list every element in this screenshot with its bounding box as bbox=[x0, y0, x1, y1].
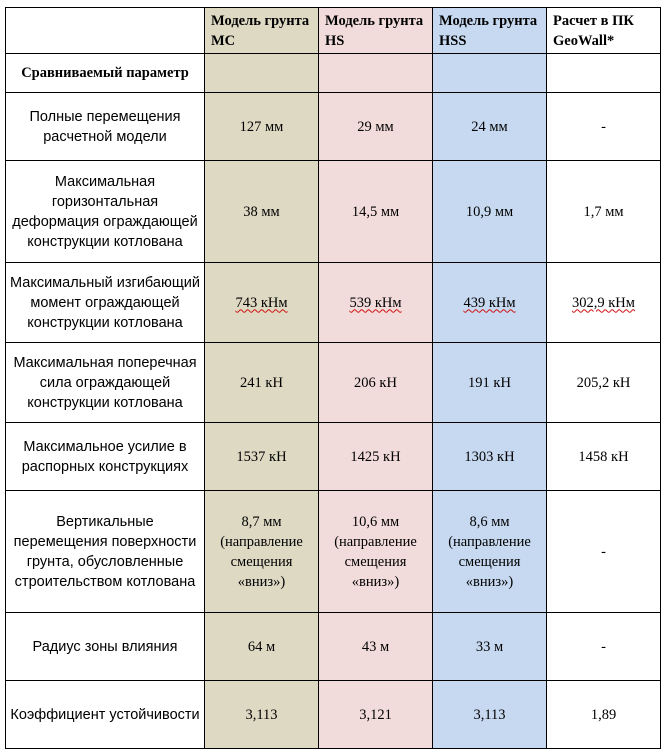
param-cell: Максимальное усилие в распорных конструкциях bbox=[6, 423, 205, 491]
value-geowall: - bbox=[547, 491, 661, 613]
table-row bbox=[6, 491, 661, 613]
value-geowall: 205,2 кН bbox=[547, 343, 661, 423]
header-hs: Модель грунта HS bbox=[319, 8, 433, 54]
value-text: 439 кНм bbox=[463, 294, 516, 311]
value-hs: 3,121 bbox=[319, 681, 433, 749]
value-geowall: 1,89 bbox=[547, 681, 661, 749]
param-cell: Максимальная горизонтальная деформация ограждающей конструкции котлована bbox=[6, 161, 205, 263]
value-text: 302,9 кНм bbox=[572, 294, 635, 311]
value-hss: 10,9 мм bbox=[433, 161, 547, 263]
value-mc: 38 мм bbox=[205, 161, 319, 263]
empty-cell-hs bbox=[319, 54, 433, 93]
header-geowall: Расчет в ПК GeoWall* bbox=[547, 8, 661, 54]
value-hs: 1425 кН bbox=[319, 423, 433, 491]
param-cell: Вертикальные перемещения поверхности грунта, обусловленные строительством котлована bbox=[6, 491, 205, 613]
value-hss: 1303 кН bbox=[433, 423, 547, 491]
value-hs: 43 м bbox=[319, 613, 433, 681]
value-hs: 29 мм bbox=[319, 93, 433, 161]
table-row bbox=[6, 161, 661, 263]
value-hss: 191 кН bbox=[433, 343, 547, 423]
empty-cell-geowall bbox=[547, 54, 661, 93]
value-mc: 127 мм bbox=[205, 93, 319, 161]
table-row bbox=[6, 343, 661, 423]
param-header: Сравниваемый параметр bbox=[6, 54, 205, 93]
param-cell: Максимальная поперечная сила ограждающей конструкции котлована bbox=[6, 343, 205, 423]
table-row bbox=[6, 263, 661, 343]
table-row bbox=[6, 681, 661, 749]
value-mc: 1537 кН bbox=[205, 423, 319, 491]
value-mc: 8,7 мм (направление смещения «вниз») bbox=[205, 491, 319, 613]
header-mc: Модель грунта МС bbox=[205, 8, 319, 54]
param-cell: Радиус зоны влияния bbox=[6, 613, 205, 681]
table-row bbox=[6, 613, 661, 681]
value-hss: 3,113 bbox=[433, 681, 547, 749]
value-hs: 206 кН bbox=[319, 343, 433, 423]
empty-cell-hss bbox=[433, 54, 547, 93]
value-mc: 64 м bbox=[205, 613, 319, 681]
value-geowall: - bbox=[547, 613, 661, 681]
value-geowall bbox=[547, 263, 661, 343]
value-text: 539 кНм bbox=[349, 294, 402, 311]
param-cell: Максимальный изгибающий момент ограждающей конструкции котлована bbox=[6, 263, 205, 343]
table-row bbox=[6, 93, 661, 161]
value-hs: 10,6 мм (направление смещения «вниз») bbox=[319, 491, 433, 613]
table-row bbox=[6, 423, 661, 491]
value-hss: 33 м bbox=[433, 613, 547, 681]
value-mc: 241 кН bbox=[205, 343, 319, 423]
header-row bbox=[6, 8, 661, 54]
value-hss: 24 мм bbox=[433, 93, 547, 161]
param-header-row bbox=[6, 54, 661, 93]
value-mc bbox=[205, 263, 319, 343]
value-mc: 3,113 bbox=[205, 681, 319, 749]
value-hss: 8,6 мм (направление смещения «вниз») bbox=[433, 491, 547, 613]
value-geowall: 1458 кН bbox=[547, 423, 661, 491]
param-cell: Коэффициент устойчивости bbox=[6, 681, 205, 749]
value-geowall: - bbox=[547, 93, 661, 161]
value-hss bbox=[433, 263, 547, 343]
value-hs: 14,5 мм bbox=[319, 161, 433, 263]
value-text: 743 кНм bbox=[235, 294, 288, 311]
comparison-table bbox=[5, 7, 661, 749]
param-cell: Полные перемещения расчетной модели bbox=[6, 93, 205, 161]
header-hss: Модель грунта HSS bbox=[433, 8, 547, 54]
empty-cell-mc bbox=[205, 54, 319, 93]
value-geowall: 1,7 мм bbox=[547, 161, 661, 263]
header-empty-cell bbox=[6, 8, 205, 54]
value-hs bbox=[319, 263, 433, 343]
